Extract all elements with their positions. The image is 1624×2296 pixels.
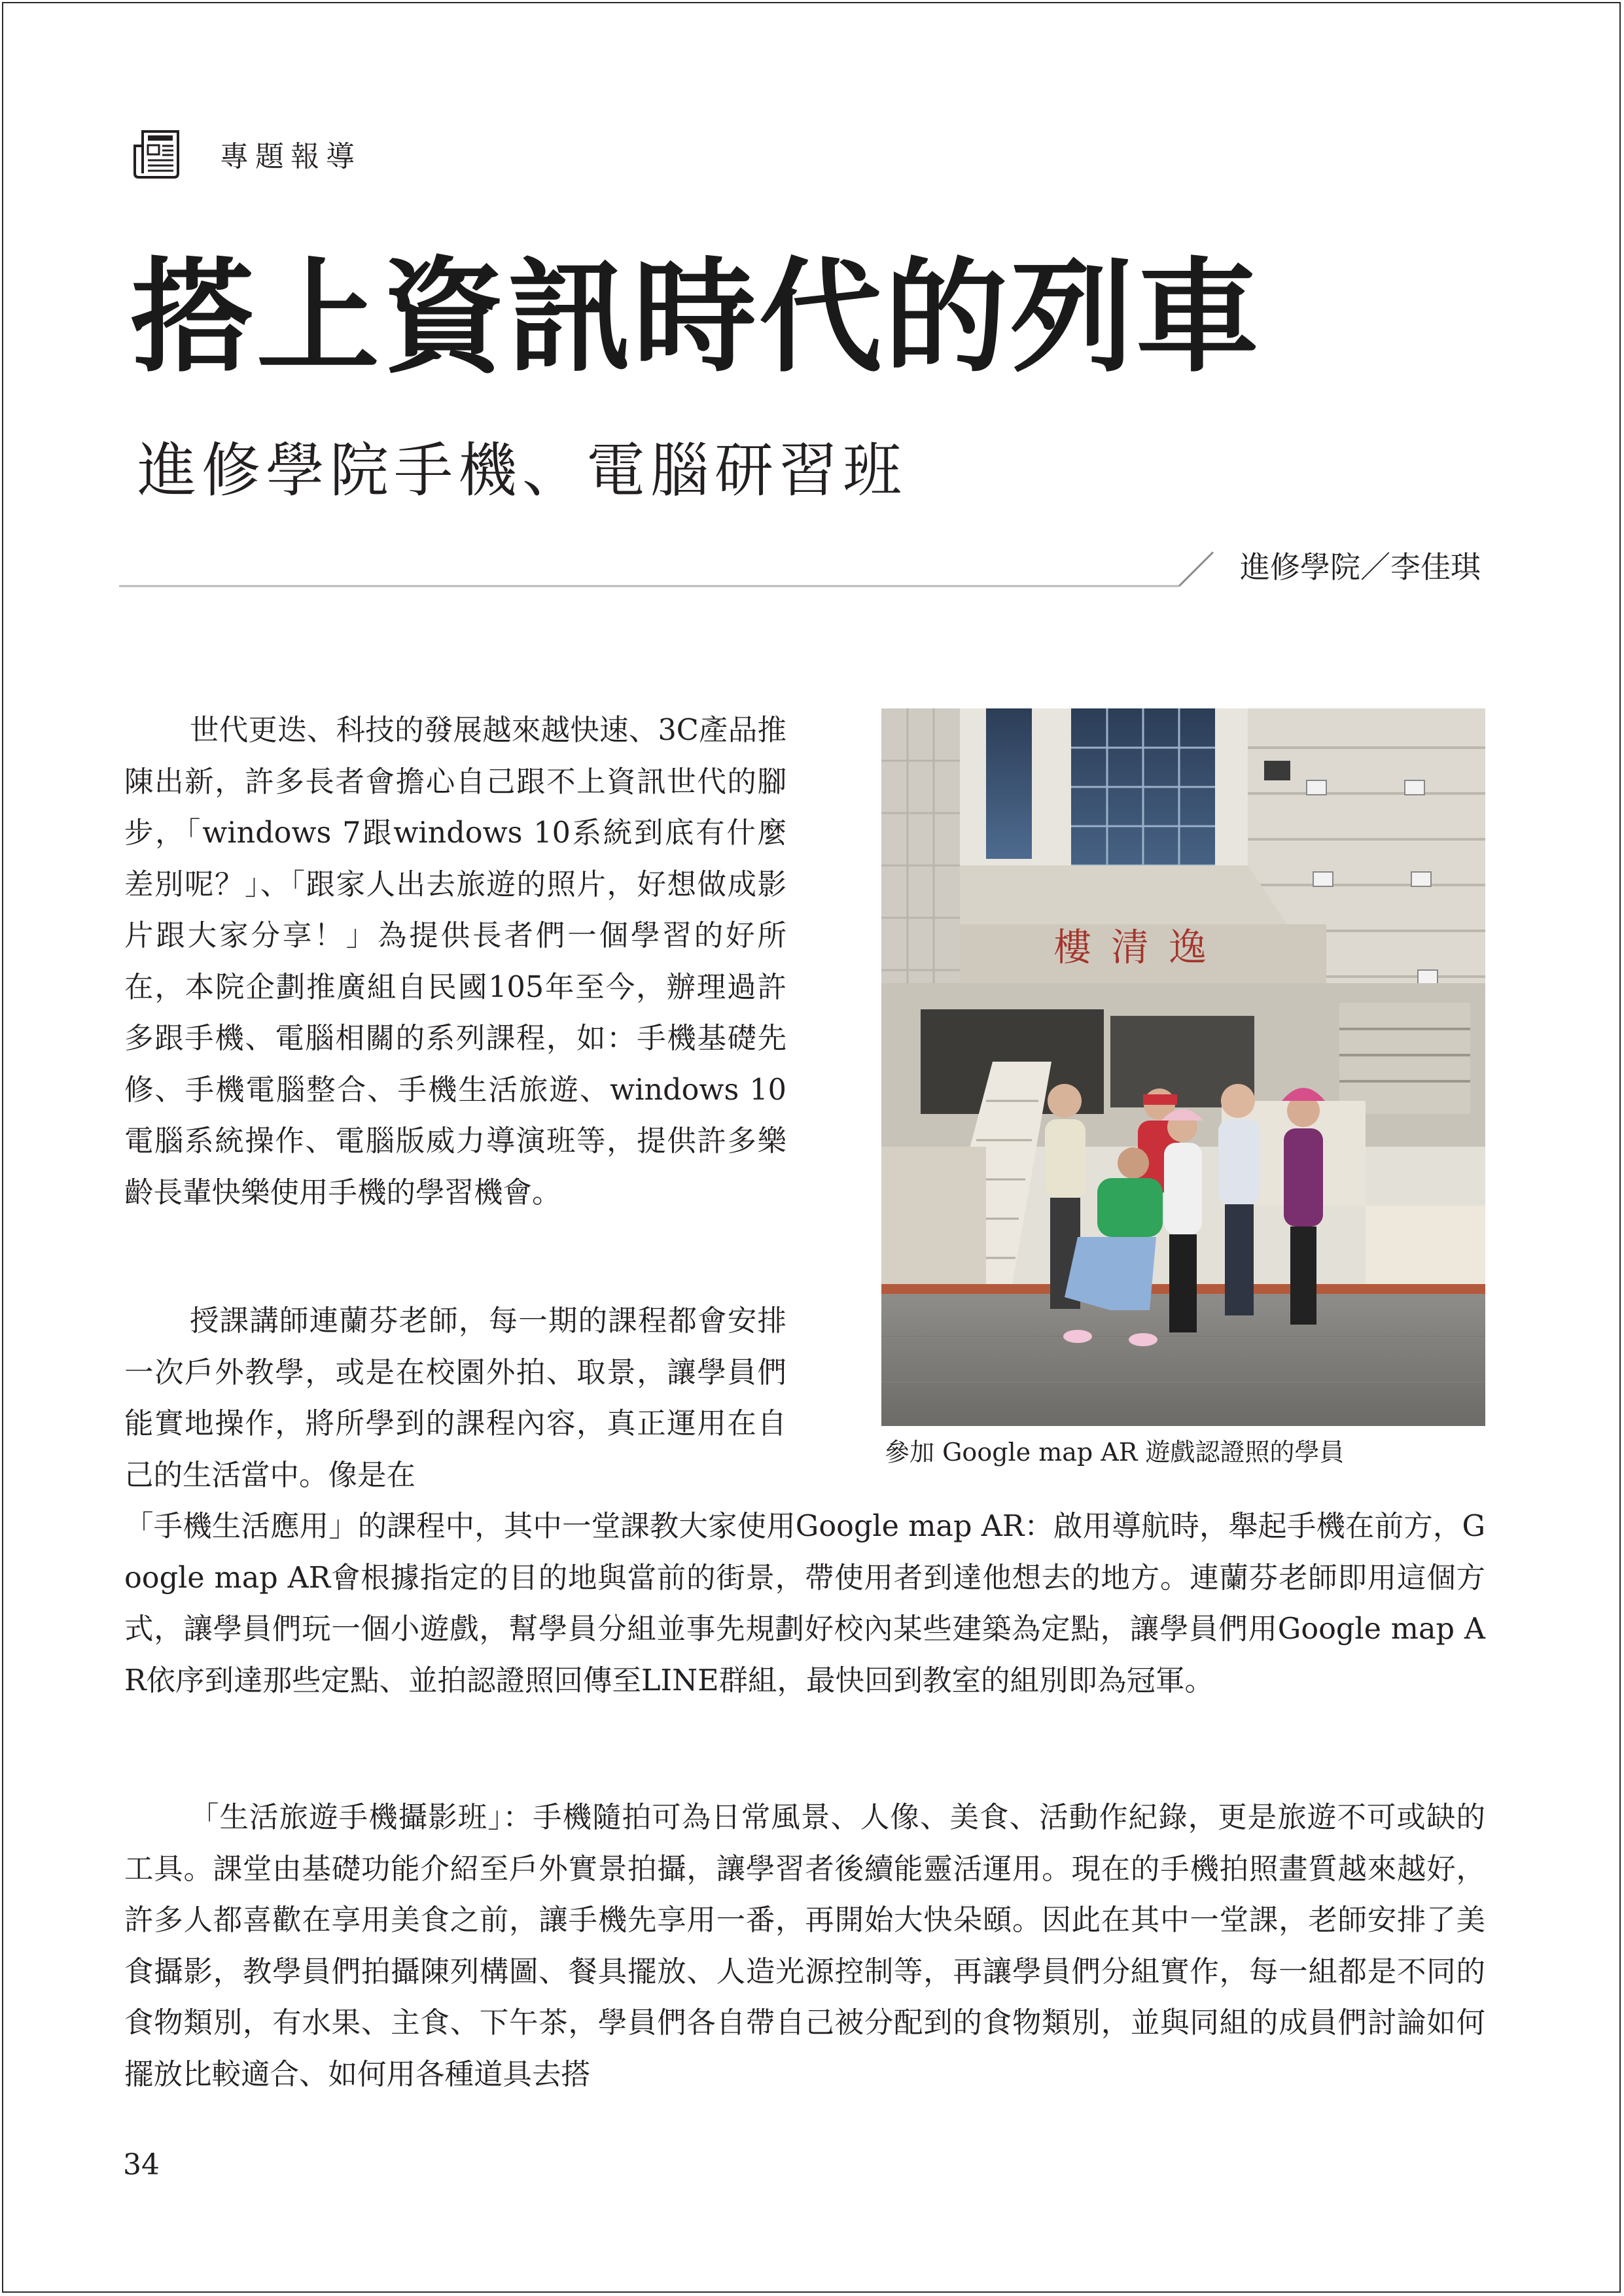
paragraph-3: 「生活旅遊手機攝影班」：手機隨拍可為日常風景、人像、美食、活動作紀錄，更是旅遊不可或缺的工具。課堂由基礎功能介紹至戶外實景拍攝，讓學習者後續能靈活運用。現在的手機拍照畫質越來越好，許多人都喜歡在享用美食之前，讓手機先享用一番，再開始大快朵頤。因此在其中一堂課，老師安排了美食攝影，教學員們拍攝陳列構圖、餐具擺放、人造光源控制等，再讓學員們分組實作，每一組都是不同的食物類別，有水果、主食、下午茶，學員們各自帶自己被分配到的食物類別，並與同組的成員們討論如何擺放比較適合、如何用各種道具去搭 xyxy=(124,1801,1485,2091)
newspaper-icon xyxy=(132,128,187,180)
page-number: 34 xyxy=(123,2148,160,2182)
paragraph-1: 世代更迭、科技的發展越來越快速、3C產品推陳出新，許多長者會擔心自己跟不上資訊世代的腳步，「windows 7跟windows 10系統到底有什麼差別呢？」、「跟家人出去旅遊的照片，好想做成影片跟大家分享！」為提供長者們一個學習的好所在，本院企劃推廣組自民國105年至今，辦理過許多跟手機、電腦相關的系列課程，如：手機基礎先修、手機電腦整合、手機生活旅遊、windows 10電腦系統操作、電腦版威力導演班等，提供許多樂齡長輩快樂使用手機的學習機會。 xyxy=(124,714,786,1209)
byline-rule xyxy=(119,543,1231,589)
building-sign: 樓清逸 xyxy=(1053,925,1227,969)
article-photo xyxy=(881,708,1485,1426)
paragraph-2-continued: 「手機生活應用」的課程中，其中一堂課教大家使用Google map AR：啟用導航時，舉起手機在前方，Google map AR會根據指定的目的地與當前的街景，帶使用者到達他想去的地方。連蘭芬老師即用這個方式，讓學員們玩一個小遊戲，幫學員分組並事先規劃好校內某些建築為定點，讓學員們用Google map AR依序到達那些定點、並拍認證照回傳至LINE群組，最快回到教室的組別即為冠軍。 xyxy=(124,1510,1485,1697)
article-byline: 進修學院／李佳琪 xyxy=(1240,549,1481,585)
section-header xyxy=(132,128,361,180)
photo-caption: 參加 Google map AR 遊戲認證照的學員 xyxy=(885,1438,1345,1467)
article-subtitle: 進修學院手機、電腦研習班 xyxy=(137,436,907,505)
article-title: 搭上資訊時代的列車 xyxy=(131,245,1262,389)
paragraph-2-start: 授課講師連蘭芬老師，每一期的課程都會安排一次戶外教學，或是在校園外拍、取景，讓學員們能實地操作，將所學到的課程內容，真正運用在自己的生活當中。像是在 xyxy=(124,1304,786,1492)
section-label: 專題報導 xyxy=(220,140,361,173)
